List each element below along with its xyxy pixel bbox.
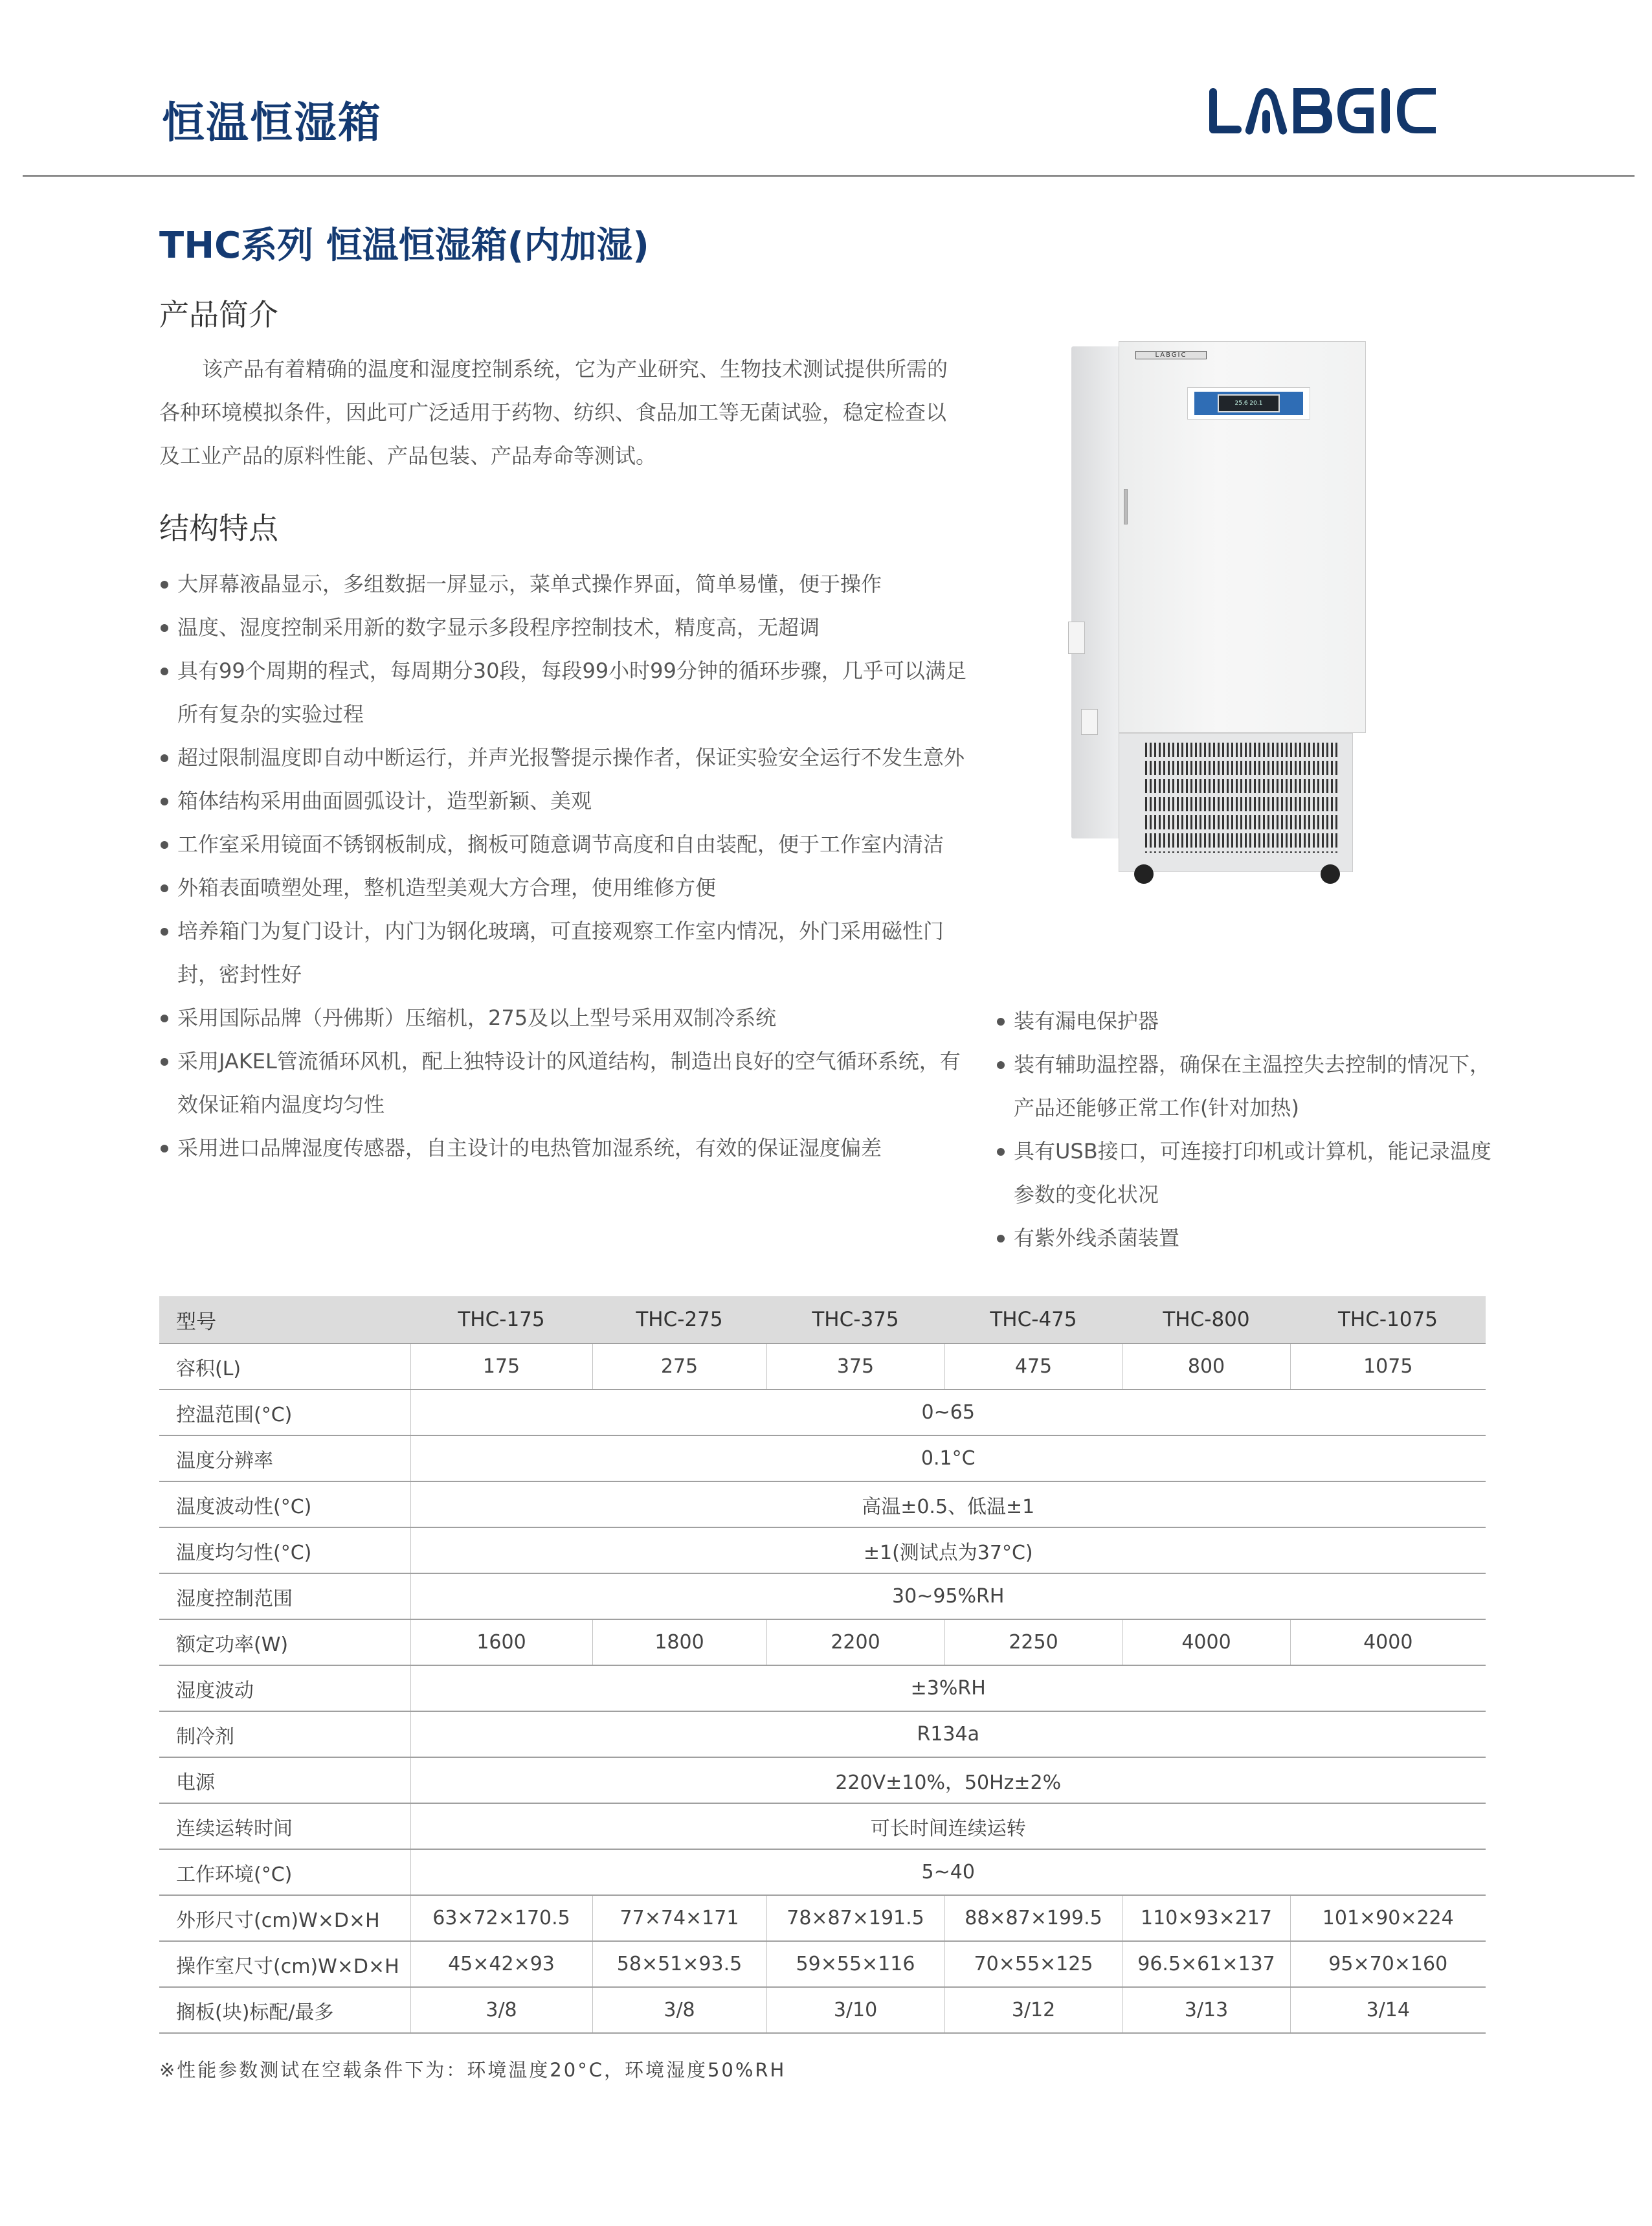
intro-text: 该产品有着精确的温度和湿度控制系统，它为产业研究、生物技术测试提供所需的各种环境模拟条件，因此可广泛适用于药物、纺织、食品加工等无菌试验，稳定检查以及工业产品的原料性能、产品包装、产品寿命等测试。 xyxy=(159,357,948,468)
feature-item: 超过限制温度即自动中断运行，并声光报警提示操作者，保证实验安全运行不发生意外 xyxy=(159,736,968,780)
table-row xyxy=(159,1987,1486,2033)
cabinet-base xyxy=(1119,733,1353,872)
table-row xyxy=(159,1849,1486,1895)
value-cell: 88×87×199.5 xyxy=(944,1895,1122,1941)
table-row xyxy=(159,1941,1486,1987)
value-cell: 375 xyxy=(766,1343,944,1389)
model-header-cell: THC-375 xyxy=(766,1296,944,1343)
row-label-cell: 外形尺寸(cm)W×D×H xyxy=(159,1895,410,1941)
row-label-cell: 温度均匀性(°C) xyxy=(159,1527,410,1573)
model-header-cell: THC-175 xyxy=(410,1296,592,1343)
value-cell: 96.5×61×137 xyxy=(1122,1941,1290,1987)
product-title: THC系列 恒温恒湿箱(内加湿) xyxy=(159,225,649,267)
value-cell: 59×55×116 xyxy=(766,1941,944,1987)
intro-paragraph xyxy=(159,348,949,478)
merged-value-cell: ±1(测试点为37°C) xyxy=(410,1527,1486,1573)
value-cell: 1075 xyxy=(1290,1343,1486,1389)
value-cell: 175 xyxy=(410,1343,592,1389)
table-row xyxy=(159,1665,1486,1711)
feature-item: 具有99个周期的程式，每周期分30段，每段99小时99分钟的循环步骤，几乎可以满足所有复杂的实验过程 xyxy=(159,649,968,736)
table-row xyxy=(159,1435,1486,1481)
row-label-cell: 湿度波动 xyxy=(159,1665,410,1711)
value-cell: 3/8 xyxy=(410,1987,592,2033)
row-label-cell: 搁板(块)标配/最多 xyxy=(159,1987,410,2033)
page-header-title: 恒温恒湿箱 xyxy=(162,98,382,148)
value-cell: 110×93×217 xyxy=(1122,1895,1290,1941)
header-divider xyxy=(23,175,1635,177)
vent-grille xyxy=(1145,743,1339,853)
value-cell: 3/12 xyxy=(944,1987,1122,2033)
feature-item: 大屏幕液晶显示，多组数据一屏显示，菜单式操作界面，简单易懂，便于操作 xyxy=(159,563,968,606)
value-cell: 475 xyxy=(944,1343,1122,1389)
value-cell: 275 xyxy=(592,1343,766,1389)
features-list-right xyxy=(996,1000,1501,1260)
model-header-cell: THC-275 xyxy=(592,1296,766,1343)
value-cell: 101×90×224 xyxy=(1290,1895,1486,1941)
table-row xyxy=(159,1619,1486,1665)
merged-value-cell: R134a xyxy=(410,1711,1486,1757)
features-heading: 结构特点 xyxy=(159,511,278,546)
feature-item: 采用进口品牌湿度传感器，自主设计的电热管加湿系统，有效的保证湿度偏差 xyxy=(159,1127,968,1170)
cabinet-door xyxy=(1119,341,1366,733)
side-box xyxy=(1068,622,1085,654)
product-image xyxy=(1068,333,1372,887)
value-cell: 3/8 xyxy=(592,1987,766,2033)
side-box xyxy=(1081,709,1098,735)
control-panel xyxy=(1187,387,1310,420)
feature-item: 装有漏电保护器 xyxy=(996,1000,1501,1043)
merged-value-cell: 0~65 xyxy=(410,1389,1486,1435)
feature-item: 采用JAKEL管流循环风机，配上独特设计的风道结构，制造出良好的空气循环系统，有效保证箱内温度均匀性 xyxy=(159,1040,968,1127)
value-cell: 58×51×93.5 xyxy=(592,1941,766,1987)
value-cell: 78×87×191.5 xyxy=(766,1895,944,1941)
merged-value-cell: 5~40 xyxy=(410,1849,1486,1895)
merged-value-cell: ±3%RH xyxy=(410,1665,1486,1711)
table-header-row xyxy=(159,1296,1486,1343)
value-cell: 4000 xyxy=(1122,1619,1290,1665)
row-label-cell: 连续运转时间 xyxy=(159,1803,410,1849)
table-row xyxy=(159,1573,1486,1619)
lcd-display: 25.6 20.1 xyxy=(1218,394,1280,412)
cabinet-side xyxy=(1071,346,1120,838)
value-cell: 3/13 xyxy=(1122,1987,1290,2033)
table-row xyxy=(159,1481,1486,1527)
value-cell: 2250 xyxy=(944,1619,1122,1665)
feature-item: 采用国际品牌（丹佛斯）压缩机，275及以上型号采用双制冷系统 xyxy=(159,996,968,1040)
value-cell: 45×42×93 xyxy=(410,1941,592,1987)
feature-item: 工作室采用镜面不锈钢板制成，搁板可随意调节高度和自由装配，便于工作室内清洁 xyxy=(159,823,968,866)
table-row xyxy=(159,1389,1486,1435)
value-cell: 800 xyxy=(1122,1343,1290,1389)
value-cell: 63×72×170.5 xyxy=(410,1895,592,1941)
wheel xyxy=(1321,864,1340,884)
table-row xyxy=(159,1527,1486,1573)
value-cell: 95×70×160 xyxy=(1290,1941,1486,1987)
features-list-left xyxy=(159,563,968,1170)
feature-item: 外箱表面喷塑处理，整机造型美观大方合理，使用维修方便 xyxy=(159,866,968,910)
wheel xyxy=(1134,864,1154,884)
value-cell: 3/10 xyxy=(766,1987,944,2033)
feature-item: 有紫外线杀菌装置 xyxy=(996,1217,1501,1260)
row-label-cell: 制冷剂 xyxy=(159,1711,410,1757)
labgic-logo xyxy=(1209,88,1497,136)
row-label-cell: 湿度控制范围 xyxy=(159,1573,410,1619)
merged-value-cell: 30~95%RH xyxy=(410,1573,1486,1619)
table-row xyxy=(159,1343,1486,1389)
feature-item: 具有USB接口，可连接打印机或计算机，能记录温度参数的变化状况 xyxy=(996,1130,1501,1217)
value-cell: 1600 xyxy=(410,1619,592,1665)
door-badge: LABGIC xyxy=(1135,351,1207,359)
header-label-cell: 型号 xyxy=(159,1296,410,1343)
row-label-cell: 操作室尺寸(cm)W×D×H xyxy=(159,1941,410,1987)
row-label-cell: 容积(L) xyxy=(159,1343,410,1389)
table-row xyxy=(159,1711,1486,1757)
model-header-cell: THC-800 xyxy=(1122,1296,1290,1343)
value-cell: 3/14 xyxy=(1290,1987,1486,2033)
merged-value-cell: 可长时间连续运转 xyxy=(410,1803,1486,1849)
row-label-cell: 温度波动性(°C) xyxy=(159,1481,410,1527)
feature-item: 箱体结构采用曲面圆弧设计，造型新颖、美观 xyxy=(159,780,968,823)
model-header-cell: THC-1075 xyxy=(1290,1296,1486,1343)
row-label-cell: 工作环境(°C) xyxy=(159,1849,410,1895)
value-cell: 1800 xyxy=(592,1619,766,1665)
merged-value-cell: 0.1°C xyxy=(410,1435,1486,1481)
row-label-cell: 温度分辨率 xyxy=(159,1435,410,1481)
value-cell: 4000 xyxy=(1290,1619,1486,1665)
row-label-cell: 额定功率(W) xyxy=(159,1619,410,1665)
spec-table xyxy=(159,1296,1486,2034)
value-cell: 77×74×171 xyxy=(592,1895,766,1941)
intro-heading: 产品简介 xyxy=(159,297,278,332)
feature-item: 培养箱门为复门设计，内门为钢化玻璃，可直接观察工作室内情况，外门采用磁性门封，密封性好 xyxy=(159,910,968,996)
feature-item: 装有辅助温控器，确保在主温控失去控制的情况下，产品还能够正常工作(针对加热) xyxy=(996,1043,1501,1130)
model-header-cell: THC-475 xyxy=(944,1296,1122,1343)
row-label-cell: 控温范围(°C) xyxy=(159,1389,410,1435)
merged-value-cell: 高温±0.5、低温±1 xyxy=(410,1481,1486,1527)
merged-value-cell: 220V±10%，50Hz±2% xyxy=(410,1757,1486,1803)
feature-item: 温度、湿度控制采用新的数字显示多段程序控制技术，精度高，无超调 xyxy=(159,606,968,649)
row-label-cell: 电源 xyxy=(159,1757,410,1803)
table-row xyxy=(159,1757,1486,1803)
footnote: ※性能参数测试在空载条件下为：环境温度20°C，环境湿度50%RH xyxy=(159,2059,787,2081)
value-cell: 2200 xyxy=(766,1619,944,1665)
value-cell: 70×55×125 xyxy=(944,1941,1122,1987)
table-row xyxy=(159,1803,1486,1849)
door-handle xyxy=(1124,489,1128,524)
table-row xyxy=(159,1895,1486,1941)
